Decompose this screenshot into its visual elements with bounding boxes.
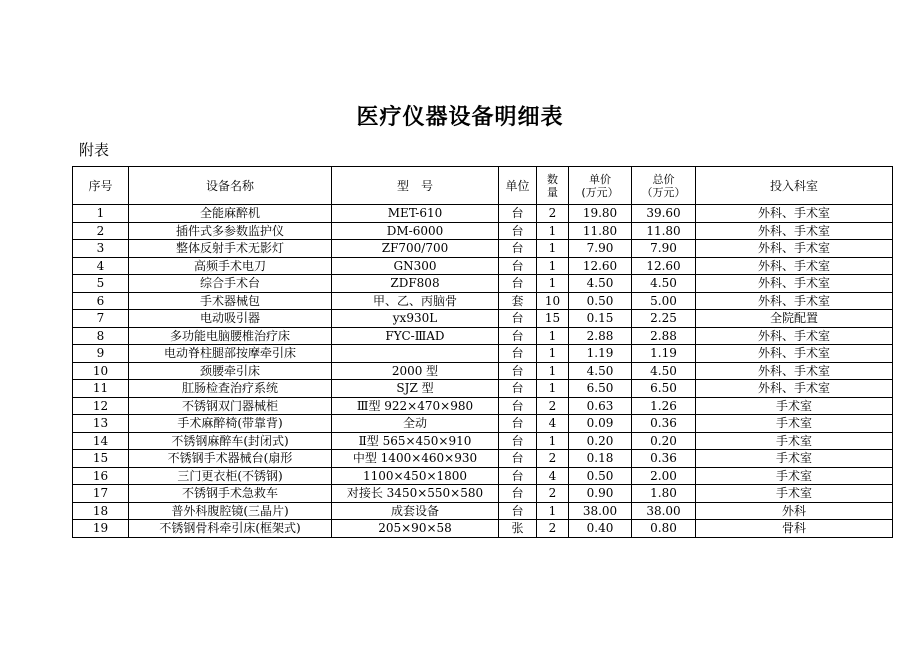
cell-name: 不锈钢骨科牵引床(框架式) — [129, 520, 332, 538]
cell-name: 整体反射手术无影灯 — [129, 240, 332, 258]
cell-total-price: 0.36 — [632, 415, 696, 433]
cell-unit-price: 0.18 — [569, 450, 632, 468]
table-row — [73, 432, 893, 450]
cell-name: 电动吸引器 — [129, 310, 332, 328]
cell-department: 全院配置 — [696, 310, 893, 328]
cell-unit-price: 1.19 — [569, 345, 632, 363]
cell-department: 手术室 — [696, 467, 893, 485]
cell-unit-price: 6.50 — [569, 380, 632, 398]
cell-model: DM-6000 — [332, 222, 499, 240]
cell-model: Ⅲ型 922×470×980 — [332, 397, 499, 415]
cell-unit: 台 — [499, 327, 537, 345]
cell-model: Ⅱ型 565×450×910 — [332, 432, 499, 450]
header-name: 设备名称 — [129, 167, 332, 205]
cell-total-price: 39.60 — [632, 205, 696, 223]
cell-name: 全能麻醉机 — [129, 205, 332, 223]
cell-model: 对接长 3450×550×580 — [332, 485, 499, 503]
cell-unit: 台 — [499, 397, 537, 415]
cell-total-price: 2.25 — [632, 310, 696, 328]
cell-total-price: 2.88 — [632, 327, 696, 345]
cell-unit-price: 4.50 — [569, 275, 632, 293]
cell-quantity: 1 — [537, 275, 569, 293]
cell-unit: 台 — [499, 502, 537, 520]
cell-total-price: 4.50 — [632, 362, 696, 380]
cell-quantity: 4 — [537, 415, 569, 433]
cell-total-price: 6.50 — [632, 380, 696, 398]
cell-unit: 张 — [499, 520, 537, 538]
cell-quantity: 15 — [537, 310, 569, 328]
cell-unit: 台 — [499, 415, 537, 433]
table-row — [73, 292, 893, 310]
cell-index: 16 — [73, 467, 129, 485]
cell-unit-price: 0.15 — [569, 310, 632, 328]
table-body — [73, 205, 893, 538]
cell-unit: 台 — [499, 222, 537, 240]
cell-model — [332, 345, 499, 363]
cell-department: 手术室 — [696, 450, 893, 468]
header-unit-price — [569, 167, 632, 205]
cell-index: 18 — [73, 502, 129, 520]
header-unit-price-line2: (万元） — [581, 185, 619, 199]
cell-model: SJZ 型 — [332, 380, 499, 398]
table-row — [73, 397, 893, 415]
cell-unit-price: 0.50 — [569, 467, 632, 485]
cell-department: 手术室 — [696, 397, 893, 415]
cell-unit: 台 — [499, 205, 537, 223]
table-row — [73, 380, 893, 398]
cell-index: 12 — [73, 397, 129, 415]
header-quantity-line1: 数 — [547, 172, 558, 186]
header-model: 型 号 — [332, 167, 499, 205]
cell-unit: 台 — [499, 275, 537, 293]
cell-total-price: 38.00 — [632, 502, 696, 520]
cell-model: 205×90×58 — [332, 520, 499, 538]
cell-name: 三门更衣柜(不锈钢) — [129, 467, 332, 485]
cell-total-price: 11.80 — [632, 222, 696, 240]
cell-department: 外科、手术室 — [696, 222, 893, 240]
table-row — [73, 205, 893, 223]
cell-department: 手术室 — [696, 485, 893, 503]
cell-quantity: 4 — [537, 467, 569, 485]
table-row — [73, 502, 893, 520]
cell-unit-price: 38.00 — [569, 502, 632, 520]
cell-name: 手术麻醉椅(带靠背) — [129, 415, 332, 433]
cell-total-price: 1.26 — [632, 397, 696, 415]
cell-model: 成套设备 — [332, 502, 499, 520]
table-row — [73, 257, 893, 275]
cell-quantity: 1 — [537, 432, 569, 450]
cell-total-price: 2.00 — [632, 467, 696, 485]
cell-model: MET-610 — [332, 205, 499, 223]
cell-total-price: 12.60 — [632, 257, 696, 275]
header-quantity — [537, 167, 569, 205]
cell-quantity: 1 — [537, 257, 569, 275]
page-title: 医疗仪器设备明细表 — [356, 105, 564, 130]
cell-department: 外科、手术室 — [696, 240, 893, 258]
cell-model: GN300 — [332, 257, 499, 275]
cell-unit: 台 — [499, 432, 537, 450]
cell-department: 外科、手术室 — [696, 362, 893, 380]
cell-index: 7 — [73, 310, 129, 328]
cell-name: 普外科腹腔镜(三晶片) — [129, 502, 332, 520]
cell-model: FYC-ⅢAD — [332, 327, 499, 345]
header-total-price-line1: 总价 — [652, 172, 675, 186]
table-row — [73, 415, 893, 433]
cell-total-price: 0.36 — [632, 450, 696, 468]
cell-model: ZF700/700 — [332, 240, 499, 258]
table-row — [73, 327, 893, 345]
cell-index: 6 — [73, 292, 129, 310]
cell-quantity: 1 — [537, 502, 569, 520]
cell-unit: 台 — [499, 450, 537, 468]
cell-name: 不锈钢麻醉车(封闭式) — [129, 432, 332, 450]
cell-unit-price: 0.20 — [569, 432, 632, 450]
cell-model: 2000 型 — [332, 362, 499, 380]
cell-model: 中型 1400×460×930 — [332, 450, 499, 468]
cell-department: 外科、手术室 — [696, 205, 893, 223]
cell-unit-price: 0.40 — [569, 520, 632, 538]
table-row — [73, 275, 893, 293]
table-row — [73, 240, 893, 258]
cell-index: 17 — [73, 485, 129, 503]
cell-quantity: 10 — [537, 292, 569, 310]
cell-quantity: 1 — [537, 327, 569, 345]
cell-department: 外科、手术室 — [696, 292, 893, 310]
cell-name: 不锈钢手术急救车 — [129, 485, 332, 503]
cell-index: 10 — [73, 362, 129, 380]
table-row — [73, 467, 893, 485]
cell-index: 4 — [73, 257, 129, 275]
header-index: 序号 — [73, 167, 129, 205]
cell-total-price: 7.90 — [632, 240, 696, 258]
cell-unit-price: 11.80 — [569, 222, 632, 240]
cell-name: 肛肠检查治疗系统 — [129, 380, 332, 398]
cell-quantity: 2 — [537, 205, 569, 223]
cell-index: 13 — [73, 415, 129, 433]
cell-name: 高频手术电刀 — [129, 257, 332, 275]
cell-unit-price: 4.50 — [569, 362, 632, 380]
cell-department: 外科、手术室 — [696, 345, 893, 363]
cell-name: 不锈钢双门器械柜 — [129, 397, 332, 415]
cell-unit: 套 — [499, 292, 537, 310]
cell-department: 外科、手术室 — [696, 257, 893, 275]
cell-department: 外科、手术室 — [696, 327, 893, 345]
table-row — [73, 450, 893, 468]
table-row — [73, 362, 893, 380]
cell-index: 19 — [73, 520, 129, 538]
table-row — [73, 485, 893, 503]
cell-index: 1 — [73, 205, 129, 223]
cell-unit: 台 — [499, 310, 537, 328]
cell-index: 5 — [73, 275, 129, 293]
cell-total-price: 5.00 — [632, 292, 696, 310]
cell-unit: 台 — [499, 345, 537, 363]
cell-name: 综合手术台 — [129, 275, 332, 293]
cell-name: 颈腰牵引床 — [129, 362, 332, 380]
cell-unit: 台 — [499, 467, 537, 485]
cell-department: 手术室 — [696, 415, 893, 433]
cell-unit-price: 0.09 — [569, 415, 632, 433]
cell-unit: 台 — [499, 240, 537, 258]
cell-unit: 台 — [499, 380, 537, 398]
cell-department: 外科、手术室 — [696, 380, 893, 398]
attachment-label: 附表 — [79, 141, 110, 159]
cell-quantity: 2 — [537, 450, 569, 468]
cell-index: 8 — [73, 327, 129, 345]
cell-quantity: 1 — [537, 240, 569, 258]
table-row — [73, 520, 893, 538]
cell-unit-price: 19.80 — [569, 205, 632, 223]
cell-unit: 台 — [499, 362, 537, 380]
table-header-row — [73, 167, 893, 205]
cell-unit-price: 7.90 — [569, 240, 632, 258]
header-department: 投入科室 — [696, 167, 893, 205]
cell-name: 不锈钢手术器械台(扇形 — [129, 450, 332, 468]
cell-model: 甲、乙、丙脑骨 — [332, 292, 499, 310]
cell-unit-price: 12.60 — [569, 257, 632, 275]
header-total-price — [632, 167, 696, 205]
header-total-price-line2: （万元） — [641, 185, 686, 199]
cell-unit-price: 0.90 — [569, 485, 632, 503]
cell-index: 2 — [73, 222, 129, 240]
cell-quantity: 1 — [537, 345, 569, 363]
header-unit-price-line1: 单价 — [589, 172, 611, 186]
cell-quantity: 1 — [537, 362, 569, 380]
cell-unit: 台 — [499, 485, 537, 503]
cell-name: 多功能电脑腰椎治疗床 — [129, 327, 332, 345]
cell-index: 9 — [73, 345, 129, 363]
table-row — [73, 222, 893, 240]
cell-model: 1100×450×1800 — [332, 467, 499, 485]
equipment-table — [72, 166, 893, 538]
cell-quantity: 2 — [537, 397, 569, 415]
table-row — [73, 345, 893, 363]
cell-index: 3 — [73, 240, 129, 258]
cell-quantity: 1 — [537, 222, 569, 240]
cell-department: 外科 — [696, 502, 893, 520]
cell-name: 插件式多参数监护仪 — [129, 222, 332, 240]
header-quantity-line2: 量 — [547, 185, 558, 199]
cell-total-price: 1.19 — [632, 345, 696, 363]
header-unit: 单位 — [499, 167, 537, 205]
cell-total-price: 0.20 — [632, 432, 696, 450]
cell-department: 外科、手术室 — [696, 275, 893, 293]
cell-total-price: 0.80 — [632, 520, 696, 538]
cell-name: 手术器械包 — [129, 292, 332, 310]
cell-department: 骨科 — [696, 520, 893, 538]
cell-index: 14 — [73, 432, 129, 450]
cell-unit-price: 0.50 — [569, 292, 632, 310]
cell-model: 全动 — [332, 415, 499, 433]
cell-unit-price: 2.88 — [569, 327, 632, 345]
cell-department: 手术室 — [696, 432, 893, 450]
cell-model: ZDF808 — [332, 275, 499, 293]
cell-name: 电动脊柱腿部按摩牵引床 — [129, 345, 332, 363]
cell-total-price: 1.80 — [632, 485, 696, 503]
cell-unit-price: 0.63 — [569, 397, 632, 415]
cell-unit: 台 — [499, 257, 537, 275]
cell-quantity: 2 — [537, 485, 569, 503]
cell-index: 15 — [73, 450, 129, 468]
cell-quantity: 2 — [537, 520, 569, 538]
table-row — [73, 310, 893, 328]
cell-total-price: 4.50 — [632, 275, 696, 293]
cell-model: yx930L — [332, 310, 499, 328]
cell-index: 11 — [73, 380, 129, 398]
cell-quantity: 1 — [537, 380, 569, 398]
